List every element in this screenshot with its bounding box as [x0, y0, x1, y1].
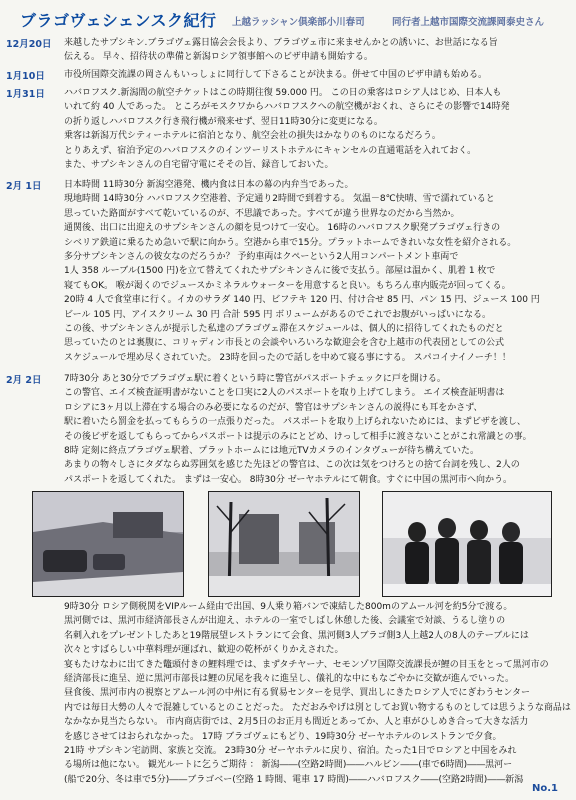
companion-byline: 同行者上越市国際交流課岡泰史さん: [392, 17, 545, 28]
entry-date: 2月 2日: [6, 375, 42, 386]
entry-line: 21時 サプシキン宅訪問、家族と交流。 23時30分 ゼーヤホテルに戻り、宿泊。たった1日でロシアと中国をみれ: [64, 746, 517, 757]
after-photo-text: [64, 600, 569, 787]
entry-line: 日本時間 11時30分 新潟空港発、機内食は日本の幕の内弁当であった。: [64, 180, 354, 190]
entry-line: 市役所国際交流課の岡さんもいっしょに同行して下さることが決まる。併せて中国のビザ申請も始める。: [64, 70, 488, 80]
entry-line: 思っていたのとは裏腹に、コリャディン市長との会談やいろいろな歓迎会を含む上越市の代表団としての公式: [64, 338, 505, 349]
entry-line: この後、サプシキンさんが提示した私達のブラゴヴェ滞在スケジュールは、個人的に招待してくれたものだと: [64, 324, 504, 335]
street-scene-icon: [33, 492, 183, 596]
entry-line: いれて約 40 人であった。 ところがモスクワからハバロフスクへの航空機がおくれ、さらにその影響で14時発: [64, 102, 510, 113]
entry-line: 来越したサプシキン.ブラゴヴェ露日協会会長より、ブラゴヴェ市に来ませんかとの誘いに、お世話になる旨: [64, 38, 498, 48]
entry-line: 思っていた路面がすべて乾いているのが、不思議であった。すべてが違う世界なのだから当然か。: [64, 208, 460, 219]
entry-line: ロシアに3ヶ月以上滞在する場合のみ必要になるのだが、警官はサプシキンさんの説得にも耳をかさず、: [64, 402, 483, 413]
trees-photo: [208, 491, 360, 597]
entry-date: 12月20日: [6, 39, 52, 50]
diary-entries: [6, 36, 568, 492]
street-photo: [32, 491, 184, 597]
entry-line: 1人 358 ルーブル(1500 円)を立て替えてくれたサプシキンさんに後で支払う。部屋は温かく、肌着 1 枚で: [64, 266, 496, 277]
entry-line: とりあえず、宿泊予定のハバロフスクのインツーリストホテルにキャンセルの直通電話を入れておく。: [64, 145, 477, 156]
entry-line: あまりの物々しさにタダならぬ雰囲気を感じた先ほどの警官は、この次は気をつけろとの捨て台詞を残し、2人の: [64, 460, 520, 471]
tree-scene-icon: [209, 492, 359, 596]
entry-line: 乗客は新潟万代シティーホテルに宿泊となり、航空会社の損失はかなりのものになるだろう。: [64, 131, 441, 142]
entry-line: 名刺入れをプレゼントしたあと19階展望レストランにて会食、黒河側3人ブラゴ側3人上越2人の8人のテーブルには: [64, 630, 529, 641]
entry-line: る場所は他にない。 観光ルートに乞うご期待 ： 新潟――(空路2時間)――ハルビン――(車で6時間)――黒河ー: [64, 760, 513, 771]
author-byline: 上越ラッシャン倶楽部小川春司: [232, 17, 365, 28]
group-photo: [382, 491, 552, 597]
entry-line: 通関後、出口に出迎えのサプシキンさんの顔を見つけて一安心。 16時のハバロフスク駅発ブラゴヴェ行きの: [64, 223, 501, 234]
document-title: ブラゴヴェシェンスク紀行: [20, 11, 217, 30]
entry-line: その後ビザを返してもらってからパスポートは提示のみにとどめ、けっして相手に渡さないことがこれ常識との事。: [64, 431, 532, 442]
entry-line: 宴もたけなわに出てきた鼈頭付きの鯉料理では、まずタチヤーナ、セモンゾワ国際交流課長が鯉の目玉をとって黒河市の: [64, 659, 549, 670]
entry-line: 9時30分 ロシア側税関をVIPルーム経由で出国、9人乗り箱バンで凍結した800mのアムール河を約5分で渡る。: [64, 602, 513, 612]
entry-line: を感じさせてはおられなかった。 17時 ブラゴヴェにもどり、19時30分 ゼーヤホテルのレストランで夕食。: [64, 731, 502, 742]
entry-line: の折り返しハバロフスク行き飛行機が飛来せず、翌日11時30分に変更になる。: [64, 116, 383, 127]
entry-line: 伝える。 早々、招待状の準備と新潟ロシア領事館へのビザ申請も開始する。: [64, 52, 373, 63]
entry-line: 内では毎日大勢の人々で混雑しているとのことだった。 ただおみやげは別としてお買い物するものとしては思うような商品は: [64, 702, 571, 713]
entry-line: 昼食後、黒河市内の視察とアムール河の中州に有る貿易センターを見学、買出しにきたロシア人でにぎわうセンター: [64, 688, 531, 699]
page-number: No.1: [532, 783, 558, 794]
entry-line: 寝てもOK。 喉が渇くのでジュースかミネラルウォーターを用意すると良い。もちろん車内販売が回ってくる。: [64, 280, 511, 291]
diary-entry: [6, 36, 568, 66]
diary-entry: [6, 86, 568, 176]
diary-entry: [6, 68, 568, 84]
entry-line: また、サプシキンさんの自宅留守電にそその旨、録音しておいた。: [64, 160, 334, 171]
entry-line: 経済部長に進呈、逆に黒河市部長は鯉の尻尾を我々に進呈し、儀礼的な中にもなごやかに交歓が進んでいった。: [64, 674, 515, 685]
photo-strip: [32, 491, 552, 595]
entry-date: 1月10日: [6, 71, 45, 82]
diary-entry: [6, 178, 568, 370]
people-scene-icon: [383, 492, 551, 596]
entry-line: 現地時間 14時30分 ハバロフスク空港着、予定通り2時間で到着する。 気温－8℃快晴、雪で濡れていると: [64, 194, 495, 205]
entry-date: 1月31日: [6, 89, 45, 100]
entry-line: 7時30分 あと30分でブラゴヴェ駅に着くという時に警官がパスポートチェックに戸を開ける。: [64, 374, 446, 384]
entry-line: ビール 105 円、アイスクリーム 30 円 合計 595 円 ボリュームがあるのでこれでお腹がいっぱいになる。: [64, 309, 491, 320]
entry-line: なかなか見当たらない。 市内商店街では、2月5日のお正月も間近とあってか、人と車がひしめき合って大きな活力: [64, 717, 529, 728]
entry-line: (船で20分、冬は車で5分)――ブラゴベー(空路 1 時間、電車 17 時間)――ハバロフスク――(空路2時間)――新潟: [64, 774, 524, 785]
entry-line: 黒河側では、黒河市経済部長さんが出迎え、ホテルの一室でしばし休憩した後、会議室で対談、うるし塗りの: [64, 616, 506, 627]
entry-line: ハバロフスク.新潟間の航空チケットはこの時期往復 59.000 円。 この日の乗客はロシア人はじめ、日本人も: [64, 88, 502, 98]
entry-line: パスポートを返してくれた。 まずは一安心。 8時30分 ゼーヤホテルにて朝食。すぐに中国の黒河市へ向かう。: [64, 474, 512, 485]
entry-date: 2月 1日: [6, 181, 42, 192]
entry-line: 次々とすばらしい中華料理が運ばれ、歓迎の乾杯がくりかえされた。: [64, 645, 344, 656]
entry-line: スケジュールで埋め尽くされていた。 23時を回ったので話しを中めて寝る事にする。 スパコイナイノーチ！！: [64, 352, 511, 363]
entry-line: 多分サプシキンさんの彼女なのだろうか？ 予約車両はクペーという2人用コンパートメント車両で: [64, 252, 459, 263]
entry-line: 駅に着いたら罰金を払ってもらうの一点張りだった。 パスポートを取り上げられないためには、まずビザを渡し、: [64, 417, 526, 428]
entry-line: 8時 定刻に終点ブラゴヴェ駅着、プラットホームには地元TVカメラのインタヴューが待ち構えていた。: [64, 446, 479, 457]
entry-line: 20時 4 人で食堂車に行く。イカのサラダ 140 円、ビフテキ 120 円、付け合せ 85 円、パン 15 円、ジュース 100 円: [64, 295, 540, 306]
entry-line: シベリア鉄道に乗るため急いで駅に向かう。空港から車で15分。プラットホームできれいな女性を紹介される。: [64, 237, 517, 248]
diary-entry: [6, 372, 568, 490]
entry-line: この警官、エイズ検査証明書がないことを口実に2人のパスポートを取り上げてしまう。 エイズ検査証明書は: [64, 388, 505, 399]
